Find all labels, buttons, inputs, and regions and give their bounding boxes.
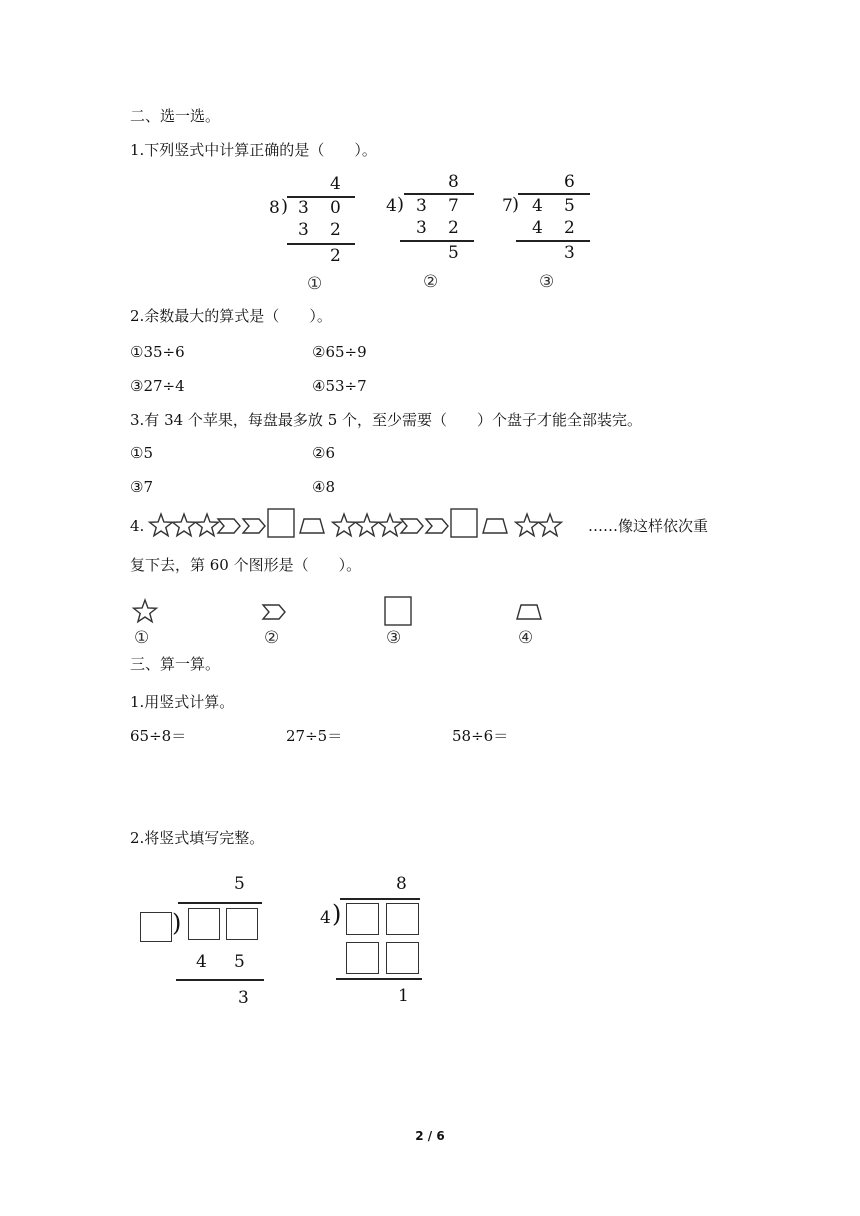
dividend-digit: 5 xyxy=(564,196,575,216)
division-bracket: ) xyxy=(512,194,520,215)
blank-box-product[interactable] xyxy=(386,942,419,974)
divisor: 4 xyxy=(320,908,331,928)
question-2-2-text: 2.余数最大的算式是（ ）。 xyxy=(130,307,332,325)
shape-pattern-sequence xyxy=(148,508,598,542)
division-bar xyxy=(518,193,590,195)
fill-in-division-2 xyxy=(312,872,432,1008)
option-label: ③ xyxy=(386,628,402,648)
option-label: ④ xyxy=(518,628,534,648)
question-2-4-options xyxy=(120,594,560,654)
square-icon xyxy=(267,508,295,538)
option-label: ③ xyxy=(539,272,555,292)
chevron-shape-icon xyxy=(400,512,424,538)
question-2-4-pattern-suffix: ……像这样依次重 xyxy=(588,517,709,535)
option-label: ① xyxy=(307,274,323,294)
blank-box-dividend[interactable] xyxy=(188,908,220,940)
division-bracket: ) xyxy=(397,194,405,215)
trapezoid-icon xyxy=(516,598,542,624)
division-bracket: ) xyxy=(172,909,182,937)
option-label: ② xyxy=(423,272,439,292)
blank-box-dividend[interactable] xyxy=(346,903,379,935)
product-digit: 4 xyxy=(196,952,207,972)
divisor: 8 xyxy=(269,198,280,218)
dividend-digit: 3 xyxy=(298,198,309,218)
remainder: 5 xyxy=(448,243,459,263)
section-2-title: 二、选一选。 xyxy=(130,107,221,125)
trapezoid-icon xyxy=(299,512,325,538)
quotient: 8 xyxy=(396,874,407,894)
subtraction-line xyxy=(287,243,355,245)
dividend-digit: 7 xyxy=(448,196,459,216)
calc-problem-1: 65÷8＝ xyxy=(130,727,187,745)
product-digit: 5 xyxy=(234,952,245,972)
subtraction-line xyxy=(400,240,474,242)
remainder: 1 xyxy=(398,986,409,1006)
remainder: 3 xyxy=(564,243,575,263)
quotient: 5 xyxy=(234,874,245,894)
dividend-digit: 3 xyxy=(416,196,427,216)
product-digit: 2 xyxy=(330,220,341,240)
question-2-1-text: 1.下列竖式中计算正确的是（ ）。 xyxy=(130,141,377,159)
question-2-4-text: 复下去，第 60 个图形是（ ）。 xyxy=(130,556,362,574)
option-1: ①5 xyxy=(130,444,153,462)
product-digit: 2 xyxy=(564,218,575,238)
quotient: 6 xyxy=(564,172,575,192)
option-2: ②65÷9 xyxy=(312,343,367,361)
option-3: ③7 xyxy=(130,478,153,496)
blank-box-dividend[interactable] xyxy=(226,908,258,940)
long-division-1 xyxy=(262,172,362,294)
product-digit: 3 xyxy=(298,220,309,240)
divisor: 7 xyxy=(502,196,513,216)
option-label: ② xyxy=(264,628,280,648)
option-4: ④53÷7 xyxy=(312,377,367,395)
option-2: ②6 xyxy=(312,444,335,462)
division-bar xyxy=(178,902,262,904)
section-3-title: 三、算一算。 xyxy=(130,655,221,673)
blank-box-product[interactable] xyxy=(346,942,379,974)
product-digit: 4 xyxy=(532,218,543,238)
subtraction-line xyxy=(336,978,422,980)
subtraction-line xyxy=(516,240,590,242)
square-icon xyxy=(384,596,412,626)
calc-problem-3: 58÷6＝ xyxy=(452,727,509,745)
product-digit: 3 xyxy=(416,218,427,238)
product-digit: 2 xyxy=(448,218,459,238)
page-number: 2 / 6 xyxy=(415,1129,445,1143)
fill-in-division-1 xyxy=(130,872,270,1008)
dividend-digit: 0 xyxy=(330,198,341,218)
divisor: 4 xyxy=(386,196,397,216)
dividend-digit: 4 xyxy=(532,196,543,216)
long-division-2 xyxy=(380,172,480,294)
square-icon xyxy=(450,508,478,538)
long-division-3 xyxy=(496,172,596,294)
chevron-shape-icon xyxy=(242,512,266,538)
subtraction-line xyxy=(176,979,264,981)
division-bar xyxy=(404,193,474,195)
division-bracket: ) xyxy=(281,196,289,217)
option-3: ③27÷4 xyxy=(130,377,185,395)
chevron-shape-icon xyxy=(262,598,286,624)
division-bracket: ) xyxy=(332,900,342,928)
question-2-3-text: 3.有 34 个苹果，每盘最多放 5 个，至少需要（ ）个盘子才能全部装完。 xyxy=(130,411,643,429)
star-icon xyxy=(537,512,563,538)
division-bar xyxy=(340,898,420,900)
remainder: 2 xyxy=(330,246,341,266)
calc-problem-2: 27÷5＝ xyxy=(286,727,343,745)
remainder: 3 xyxy=(238,988,249,1008)
blank-box-divisor[interactable] xyxy=(140,912,172,942)
quotient: 8 xyxy=(448,172,459,192)
question-3-2-text: 2.将竖式填写完整。 xyxy=(130,829,265,847)
blank-box-dividend[interactable] xyxy=(386,903,419,935)
star-icon xyxy=(132,598,158,624)
quotient: 4 xyxy=(330,174,341,194)
option-label: ① xyxy=(134,628,150,648)
question-3-1-text: 1.用竖式计算。 xyxy=(130,693,235,711)
option-1: ①35÷6 xyxy=(130,343,185,361)
chevron-shape-icon xyxy=(425,512,449,538)
trapezoid-icon xyxy=(482,512,508,538)
option-4: ④8 xyxy=(312,478,335,496)
chevron-shape-icon xyxy=(217,512,241,538)
question-2-4-number: 4. xyxy=(130,517,145,535)
